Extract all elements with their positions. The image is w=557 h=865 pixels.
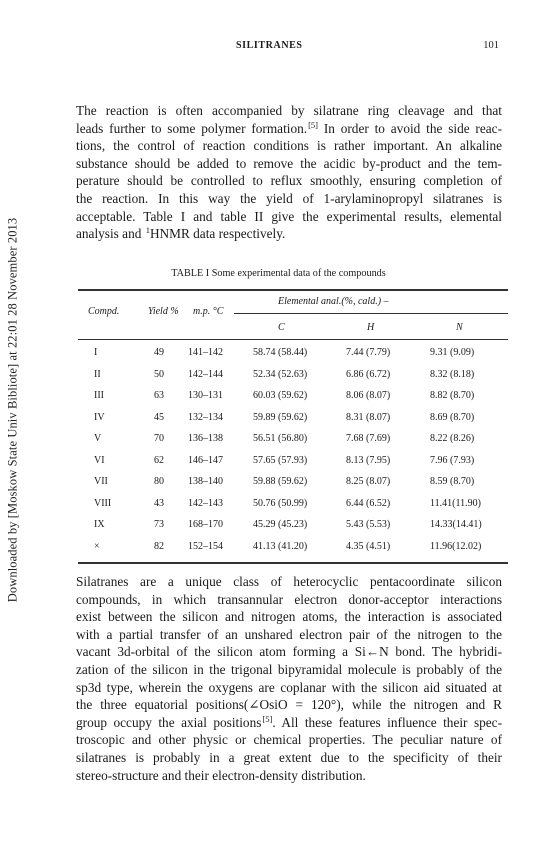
cell-h: 6.86 (6.72) — [346, 368, 391, 380]
cell-mp: 168–170 — [188, 519, 223, 530]
superscript: 1 — [145, 225, 150, 236]
paragraph-line: with a partial transfer of an unshared electron pair of the nitrogen to the — [76, 626, 502, 642]
cell-yield: 45 — [154, 411, 164, 423]
cell-h: 5.43 (5.53) — [346, 519, 391, 530]
cell-n: 14.33(14.41) — [430, 519, 482, 530]
cell-yield: 62 — [154, 454, 164, 466]
paragraph-line: exist between the silicon and nitrogen atoms, the interaction is associated — [76, 609, 502, 625]
paragraph-line: the reaction. In this way the yield of 1-arylaminopropyl silatranes is — [76, 190, 502, 206]
cell-h: 6.44 (6.52) — [346, 497, 391, 509]
cell-yield: 80 — [154, 476, 164, 487]
paragraph-line-text: group occupy the axial positions — [76, 714, 262, 730]
header-bottom-rule — [78, 339, 508, 340]
download-notice: Downloaded by [Moskow State Univ Bibliote] at 22:01 28 November 2013 — [5, 217, 20, 603]
paragraph-line: sp3d type, wherein the oxygens are coplanar with the silicon aid situated at — [76, 679, 502, 695]
header-c: C — [278, 322, 285, 333]
paragraph-line: acceptable. Table I and table II give the experimental results, elemental — [76, 208, 502, 224]
paragraph-line: silatranes is probably in a great extent due to the specificity of their — [76, 749, 502, 765]
header-elemental: Elemental anal.(%, cald.) – — [278, 296, 389, 307]
cell-yield: 63 — [154, 390, 164, 401]
page-number: 101 — [483, 40, 499, 51]
cell-mp: 130–131 — [188, 390, 223, 401]
cell-n: 8.59 (8.70) — [430, 476, 475, 487]
cell-mp: 146–147 — [188, 454, 223, 466]
cell-compd: IV — [94, 411, 105, 423]
cell-c: 59.89 (59.62) — [253, 411, 308, 423]
cell-h: 4.35 (4.51) — [346, 540, 391, 552]
cell-h: 8.25 (8.07) — [346, 476, 391, 487]
cell-mp: 138–140 — [188, 476, 223, 487]
cell-h: 7.68 (7.69) — [346, 433, 391, 444]
cell-mp: 136–138 — [188, 433, 223, 444]
cell-yield: 70 — [154, 433, 164, 444]
header-h: H — [367, 322, 375, 333]
paragraph-line: tions, the control of reaction conditions is rather important. An alkaline — [76, 138, 502, 154]
paragraph-reaction — [76, 102, 502, 243]
paragraph-line-text: . All these features influence their spec- — [272, 714, 502, 730]
cell-n: 7.96 (7.93) — [430, 454, 475, 466]
paragraph-line-text: leads further to some polymer formation. — [76, 120, 308, 136]
cell-c: 52.34 (52.63) — [253, 368, 308, 380]
cell-yield: 43 — [154, 497, 164, 509]
paragraph-line — [76, 225, 502, 243]
cell-yield: 49 — [154, 347, 164, 358]
cell-compd: III — [94, 390, 104, 401]
cell-compd: II — [94, 368, 101, 380]
header-n: N — [456, 322, 463, 333]
cell-yield: 73 — [154, 519, 164, 530]
cell-n: 8.82 (8.70) — [430, 390, 475, 401]
cell-n: 9.31 (9.09) — [430, 347, 475, 358]
paragraph-line: compounds, in which transannular electron donor-acceptor interactions — [76, 591, 502, 607]
table-caption: TABLE I Some experimental data of the compounds — [171, 268, 386, 279]
cell-c: 41.13 (41.20) — [253, 540, 308, 552]
paragraph-line — [76, 714, 502, 732]
cell-yield: 50 — [154, 368, 164, 380]
paragraph-line-text: HNMR data respectively. — [149, 226, 286, 242]
cell-compd: VIII — [94, 497, 112, 509]
cell-h: 8.31 (8.07) — [346, 411, 391, 423]
cell-h: 8.13 (7.95) — [346, 454, 391, 466]
paragraph-line-text: analysis and — [76, 226, 145, 242]
table-bottom-rule — [78, 562, 508, 564]
running-head: SILITRANES — [236, 40, 303, 51]
paragraph-silatranes — [76, 573, 502, 784]
paragraph-line: substance should be added to remove the acidic by-product and the tem- — [76, 155, 502, 171]
paragraph-line: stereo-structure and their electron-density distribution. — [76, 767, 366, 783]
cell-n: 8.22 (8.26) — [430, 433, 475, 444]
reference-marker: [5] — [262, 713, 273, 724]
cell-mp: 132–134 — [188, 411, 223, 423]
cell-compd: × — [94, 540, 100, 552]
cell-yield: 82 — [154, 540, 164, 552]
cell-compd: VI — [94, 454, 105, 466]
cell-compd: V — [94, 433, 102, 444]
header-mp: m.p. °C — [193, 306, 224, 317]
cell-h: 8.06 (8.07) — [346, 390, 391, 401]
table-top-rule — [78, 289, 508, 291]
cell-mp: 142–143 — [188, 497, 223, 509]
header-compd: Compd. — [88, 306, 120, 317]
paragraph-line: The reaction is often accompanied by silatrane ring cleavage and that — [76, 103, 502, 118]
cell-compd: VII — [94, 476, 108, 487]
cell-n: 11.96(12.02) — [430, 540, 482, 552]
paragraph-line: perature should be controlled to reflux smoothly, ensuring completion of — [76, 173, 502, 189]
paragraph-line: troscopic and other physic or chemical properties. The peculiar nature of — [76, 732, 502, 748]
cell-c: 56.51 (56.80) — [253, 433, 308, 444]
paragraph-line: the three equatorial positions(∠OsiO = 120°), while the nitrogen and R — [76, 697, 502, 713]
header-sub-rule — [234, 313, 508, 314]
cell-c: 60.03 (59.62) — [253, 390, 308, 401]
cell-h: 7.44 (7.79) — [346, 347, 391, 358]
paragraph-line: vacant 3d-orbital of the silicon atom forming a Si←N bond. The hybridi- — [76, 644, 502, 660]
cell-c: 45.29 (45.23) — [253, 519, 308, 530]
cell-c: 58.74 (58.44) — [253, 347, 308, 358]
download-watermark — [4, 150, 22, 670]
header-yield: Yield % — [148, 306, 179, 317]
reference-marker: [5] — [308, 119, 319, 130]
paragraph-line — [76, 120, 502, 138]
cell-n: 8.32 (8.18) — [430, 368, 475, 380]
paragraph-line: Silatranes are a unique class of heterocyclic pentacoordinate silicon — [76, 574, 502, 589]
paragraph-line: zation of the silicon in the trigonal bipyramidal molecule is probably of the — [76, 661, 502, 677]
cell-mp: 152–154 — [188, 540, 223, 552]
cell-compd: I — [94, 347, 98, 358]
cell-mp: 141–142 — [188, 347, 223, 358]
cell-c: 50.76 (50.99) — [253, 497, 308, 509]
cell-mp: 142–144 — [188, 368, 223, 380]
cell-n: 11.41(11.90) — [430, 497, 481, 509]
paragraph-line-text: In order to avoid the side reac- — [318, 120, 502, 136]
cell-c: 57.65 (57.93) — [253, 454, 308, 466]
cell-c: 59.88 (59.62) — [253, 476, 308, 487]
cell-n: 8.69 (8.70) — [430, 411, 475, 423]
cell-compd: IX — [94, 519, 105, 530]
